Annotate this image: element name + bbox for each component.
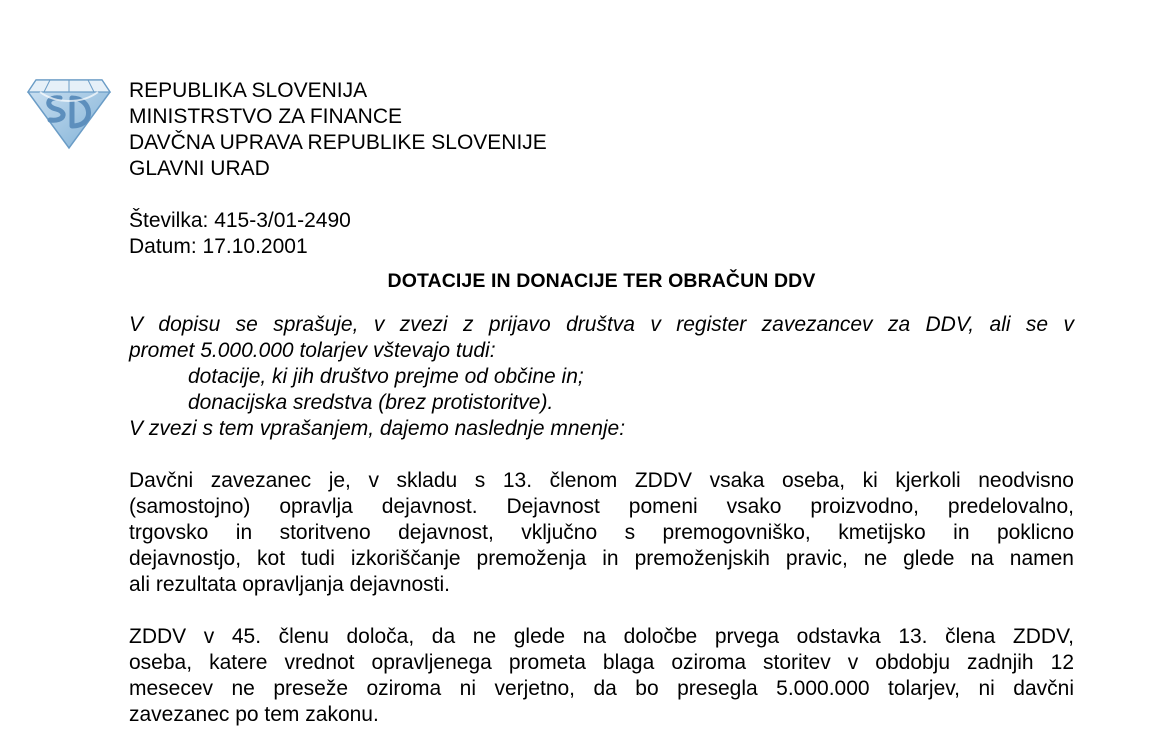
letterhead-line-ministry: MINISTRSTVO ZA FINANCE [129,105,403,128]
document-title: DOTACIJE IN DONACIJE TER OBRAČUN DDV [387,270,816,292]
spacer [129,182,1074,208]
letterhead-line-republic: REPUBLIKA SLOVENIJA [129,79,368,102]
paragraph-line: mesecev ne preseže oziroma ni verjetno, da bo presegla 5.000.000 tolarjev, ni davčni [129,677,1074,700]
document-date: Datum: 17.10.2001 [129,235,308,258]
paragraph-taxpayer-definition [129,468,1074,598]
spacer [129,294,1074,312]
question-line: V dopisu se sprašuje, v zvezi z prijavo društva v register zavezancev za DDV, ali se v [129,313,1074,336]
paragraph-line: ali rezultata opravljanja dejavnosti. [129,573,451,596]
document-body [129,78,1074,728]
question-item: donacijska sredstva (brez protistoritve). [188,391,554,414]
paragraph-line: dejavnostjo, kot tudi izkoriščanje premoženja in premoženjskih pravic, ne glede na namen [129,547,1074,570]
spacer [129,598,1074,624]
question-item: dotacije, ki jih društvo prejme od občine in; [188,365,584,388]
question-closing: V zvezi s tem vprašanjem, dajemo naslednje mnenje: [129,417,626,440]
paragraph-line: (samostojno) opravlja dejavnost. Dejavnost pomeni vsako proizvodno, predelovalno, [129,495,1074,518]
letterhead-line-tax-office: DAVČNA UPRAVA REPUBLIKE SLOVENIJE [129,131,547,154]
letterhead [129,78,1074,182]
paragraph-threshold [129,624,1074,728]
paragraph-line: oseba, katere vrednot opravljenega prometa blaga oziroma storitev v obdobju zadnjih 12 [129,651,1074,674]
letterhead-line-head-office: GLAVNI URAD [129,157,270,180]
durs-logo-icon [26,76,112,150]
question-line: promet 5.000.000 tolarjev vštevajo tudi: [129,339,496,362]
spacer [129,442,1074,468]
paragraph-line: ZDDV v 45. členu določa, da ne glede na določbe prvega odstavka 13. člena ZDDV, [129,625,1074,648]
document-meta [129,208,1074,260]
paragraph-line: trgovsko in storitveno dejavnost, vključno s premogovniško, kmetijsko in poklicno [129,521,1074,544]
question-paragraph [129,312,1074,442]
document-number: Številka: 415-3/01-2490 [129,209,351,232]
paragraph-line: Davčni zavezanec je, v skladu s 13. členom ZDDV vsaka oseba, ki kjerkoli neodvisno [129,469,1074,492]
paragraph-line: zavezanec po tem zakonu. [129,703,379,726]
